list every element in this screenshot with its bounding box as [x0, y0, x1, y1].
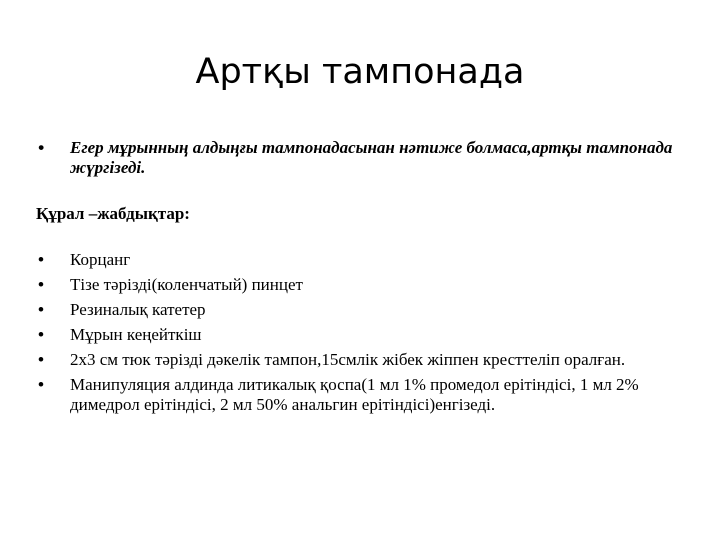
list-item	[36, 375, 686, 415]
bullet-icon: •	[38, 275, 44, 294]
intro-bullet	[36, 138, 686, 178]
equipment-heading: Құрал –жабдықтар:	[36, 204, 190, 223]
list-item	[36, 275, 686, 295]
slide-content	[36, 138, 686, 420]
bullet-icon: •	[38, 375, 44, 394]
list-item-text: Резиналық катетер	[70, 300, 206, 319]
list-item-text: Манипуляция алдинда литикалық қоспа(1 мл 1% промедол ерітіндісі, 1 мл 2% димедрол ерітіндісі, 2 мл 50% анальгин ерітіндісі)енгізеді.	[70, 375, 639, 414]
equipment-list	[36, 250, 686, 415]
list-item	[36, 350, 686, 370]
list-item-text: 2х3 см тюк тәрізді дәкелік тампон,15смлік жібек жіппен кресттеліп оралған.	[70, 350, 626, 369]
list-item	[36, 250, 686, 270]
list-item	[36, 300, 686, 320]
bullet-icon: •	[38, 250, 44, 269]
bullet-icon: •	[38, 138, 44, 157]
bullet-icon: •	[38, 350, 44, 369]
list-item	[36, 325, 686, 345]
slide-title: Артқы тампонада	[195, 52, 525, 92]
list-item-text: Мұрын кеңейткіш	[70, 325, 202, 344]
bullet-icon: •	[38, 300, 44, 319]
bullet-icon: •	[38, 325, 44, 344]
list-item-text: Корцанг	[70, 250, 131, 269]
intro-text: Егер мұрынның алдыңғы тампонадасынан нәтиже болмаса,артқы тампонада жүргізеді.	[70, 138, 673, 177]
list-item-text: Тізе тәрізді(коленчатый) пинцет	[70, 275, 303, 294]
